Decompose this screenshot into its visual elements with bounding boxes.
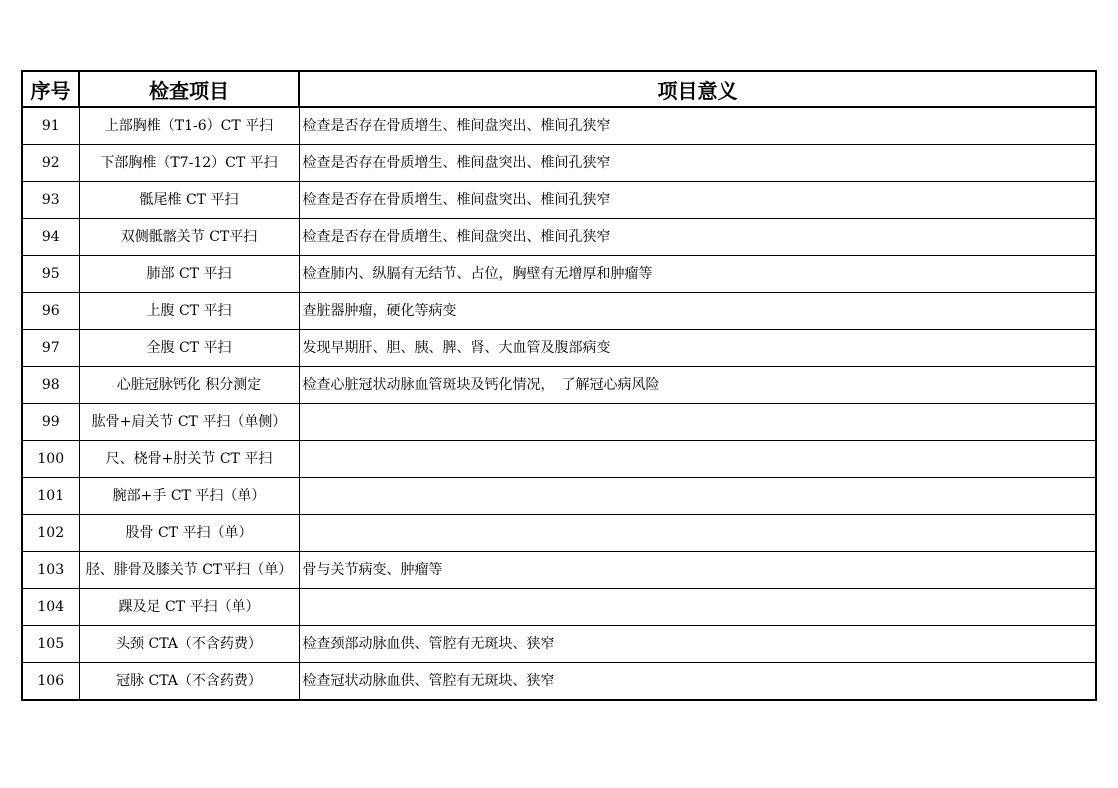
- row-exam-item: 肺部 CT 平扫: [79, 256, 299, 293]
- row-exam-item: 股骨 CT 平扫（单）: [79, 515, 299, 552]
- table-row: [22, 219, 1096, 256]
- row-significance: 骨与关节病变、肿瘤等: [299, 552, 1096, 589]
- row-significance: 检查是否存在骨质增生、椎间盘突出、椎间孔狭窄: [299, 145, 1096, 182]
- table-row: [22, 404, 1096, 441]
- row-number: 95: [22, 256, 79, 293]
- table-row: [22, 663, 1096, 701]
- row-number: 93: [22, 182, 79, 219]
- row-number: 97: [22, 330, 79, 367]
- row-exam-item: 骶尾椎 CT 平扫: [79, 182, 299, 219]
- table-row: [22, 330, 1096, 367]
- row-number: 102: [22, 515, 79, 552]
- row-significance: 检查是否存在骨质增生、椎间盘突出、椎间孔狭窄: [299, 182, 1096, 219]
- row-number: 105: [22, 626, 79, 663]
- row-number: 101: [22, 478, 79, 515]
- row-number: 103: [22, 552, 79, 589]
- table-row: [22, 182, 1096, 219]
- header-serial-number: 序号: [22, 71, 79, 107]
- row-exam-item: 踝及足 CT 平扫（单）: [79, 589, 299, 626]
- exam-items-table: [21, 70, 1097, 701]
- row-significance: 发现早期肝、胆、胰、脾、肾、大血管及腹部病变: [299, 330, 1096, 367]
- row-significance: [299, 478, 1096, 515]
- row-significance: 查脏器肿瘤，硬化等病变: [299, 293, 1096, 330]
- table-row: [22, 626, 1096, 663]
- row-significance: 检查是否存在骨质增生、椎间盘突出、椎间孔狭窄: [299, 107, 1096, 145]
- row-exam-item: 腕部+手 CT 平扫（单）: [79, 478, 299, 515]
- row-significance: 检查颈部动脉血供、管腔有无斑块、狭窄: [299, 626, 1096, 663]
- row-significance: 检查心脏冠状动脉血管斑块及钙化情况， 了解冠心病风险: [299, 367, 1096, 404]
- row-number: 106: [22, 663, 79, 701]
- row-exam-item: 心脏冠脉钙化 积分测定: [79, 367, 299, 404]
- row-number: 99: [22, 404, 79, 441]
- exam-items-sheet: [21, 70, 1097, 701]
- row-exam-item: 胫、腓骨及膝关节 CT平扫（单）: [79, 552, 299, 589]
- header-exam-item: 检查项目: [79, 71, 299, 107]
- table-row: [22, 589, 1096, 626]
- table-row: [22, 441, 1096, 478]
- table-row: [22, 145, 1096, 182]
- row-number: 96: [22, 293, 79, 330]
- row-significance: [299, 404, 1096, 441]
- row-significance: [299, 515, 1096, 552]
- row-significance: 检查肺内、纵膈有无结节、占位，胸壁有无增厚和肿瘤等: [299, 256, 1096, 293]
- table-row: [22, 478, 1096, 515]
- row-exam-item: 肱骨+肩关节 CT 平扫（单侧）: [79, 404, 299, 441]
- row-number: 104: [22, 589, 79, 626]
- table-row: [22, 367, 1096, 404]
- table-row: [22, 552, 1096, 589]
- row-number: 92: [22, 145, 79, 182]
- row-exam-item: 上腹 CT 平扫: [79, 293, 299, 330]
- table-row: [22, 515, 1096, 552]
- row-number: 91: [22, 107, 79, 145]
- row-number: 100: [22, 441, 79, 478]
- row-exam-item: 全腹 CT 平扫: [79, 330, 299, 367]
- table-row: [22, 256, 1096, 293]
- table-header-row: [22, 71, 1096, 107]
- table-row: [22, 293, 1096, 330]
- row-number: 98: [22, 367, 79, 404]
- row-exam-item: 上部胸椎（T1-6）CT 平扫: [79, 107, 299, 145]
- header-item-significance: 项目意义: [299, 71, 1096, 107]
- row-significance: 检查冠状动脉血供、管腔有无斑块、狭窄: [299, 663, 1096, 701]
- row-significance: [299, 441, 1096, 478]
- row-exam-item: 头颈 CTA（不含药费）: [79, 626, 299, 663]
- row-exam-item: 下部胸椎（T7-12）CT 平扫: [79, 145, 299, 182]
- row-number: 94: [22, 219, 79, 256]
- row-exam-item: 尺、桡骨+肘关节 CT 平扫: [79, 441, 299, 478]
- row-exam-item: 双侧骶髂关节 CT平扫: [79, 219, 299, 256]
- row-exam-item: 冠脉 CTA（不含药费）: [79, 663, 299, 701]
- row-significance: [299, 589, 1096, 626]
- row-significance: 检查是否存在骨质增生、椎间盘突出、椎间孔狭窄: [299, 219, 1096, 256]
- table-row: [22, 107, 1096, 145]
